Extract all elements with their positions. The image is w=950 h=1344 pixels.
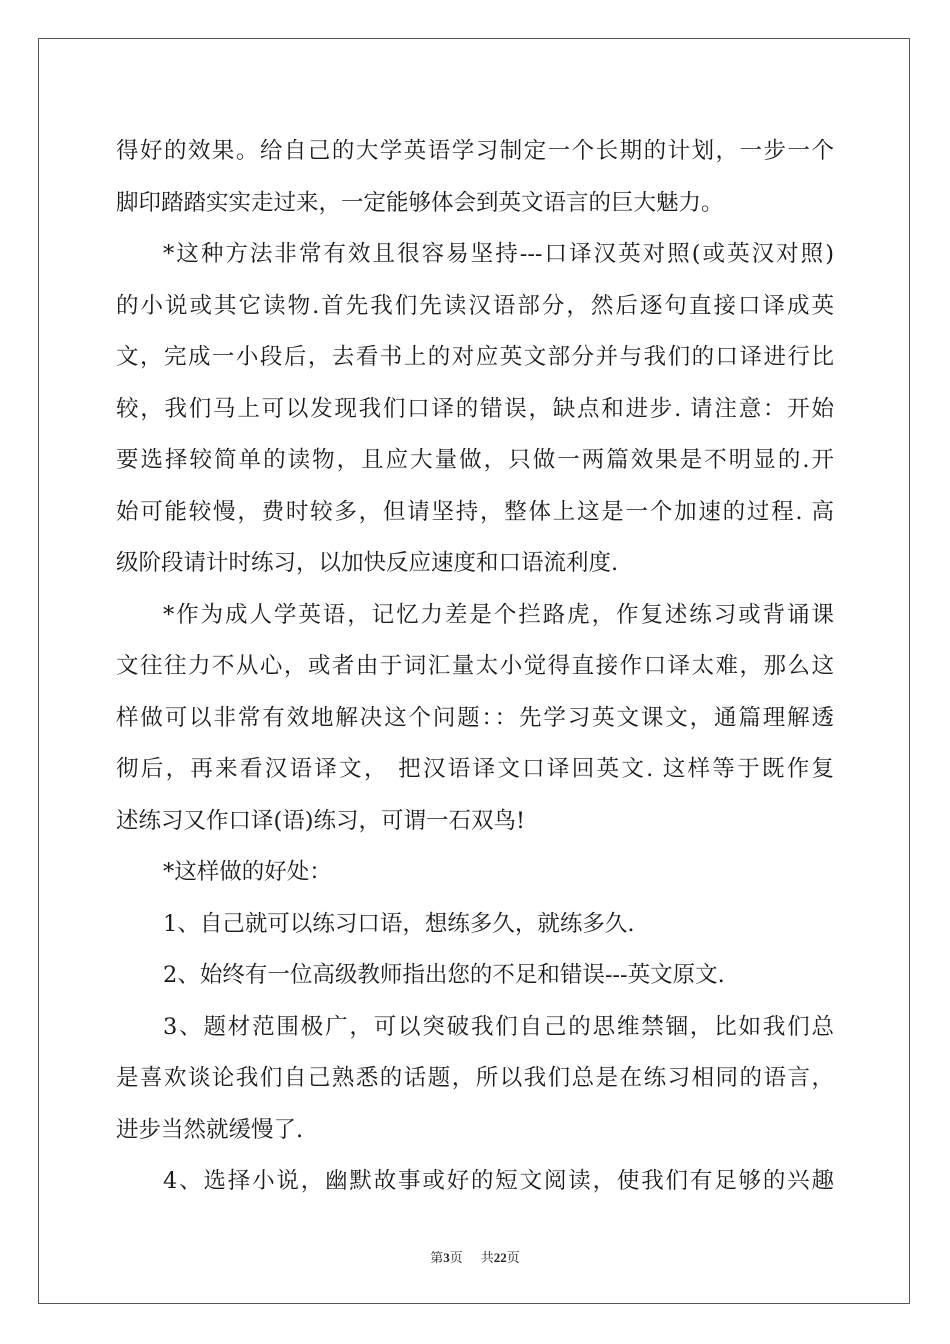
document-body — [116, 126, 834, 1208]
list-item-line: 3、题材范围极广，可以突破我们自己的思维禁锢，比如我们总 — [163, 1013, 834, 1040]
current-page-number: 3 — [443, 1250, 450, 1265]
body-line: 述练习又作口译(语)练习，可谓一石双鸟! — [116, 807, 526, 834]
body-line: 彻后，再来看汉语译文， 把汉语译文口译回英文. 这样等于既作复 — [116, 756, 834, 782]
list-item-line: 1、自己就可以练习口语，想练多久，就练多久. — [163, 910, 635, 937]
body-line: 的小说或其它读物.首先我们先读汉语部分，然后逐句直接口译成英 — [116, 292, 834, 319]
total-pages-number: 22 — [493, 1250, 507, 1265]
body-line: 较，我们马上可以发现我们口译的错误，缺点和进步. 请注意：开始 — [116, 395, 834, 422]
footer-total-suffix: 页 — [506, 1250, 520, 1265]
body-line: 文往往力不从心，或者由于词汇量太小觉得直接作口译太难，那么这 — [116, 653, 834, 679]
footer-page-word: 页 — [449, 1250, 463, 1265]
footer-prefix: 第 — [430, 1250, 444, 1265]
body-line: 级阶段请计时练习，以加快反应速度和口语流利度. — [116, 550, 619, 576]
body-line: 进步当然就缓慢了. — [116, 1116, 304, 1143]
body-line: 脚印踏踏实实走过来，一定能够体会到英文语言的巨大魅力。 — [116, 189, 724, 216]
paragraph-start-line: *这种方法非常有效且很容易坚持---口译汉英对照(或英汉对照) — [163, 241, 834, 267]
body-line: 是喜欢谈论我们自己熟悉的话题，所以我们总是在练习相同的语言， — [116, 1065, 834, 1091]
body-line: 文，完成一小段后，去看书上的对应英文部分并与我们的口译进行比 — [116, 344, 834, 370]
body-line: 得好的效果。给自己的大学英语学习制定一个长期的计划，一步一个 — [116, 138, 834, 164]
body-line: 样做可以非常有效地解决这个问题：：先学习英文课文，通篇理解透 — [116, 704, 834, 731]
body-line: 要选择较简单的读物，且应大量做，只做一两篇效果是不明显的.开 — [116, 447, 834, 473]
list-item-line: 2、始终有一位高级教师指出您的不足和错误---英文原文. — [163, 962, 725, 988]
page-footer — [0, 1247, 950, 1266]
footer-total-prefix: 共 — [480, 1250, 494, 1265]
list-item-line: 4、选择小说，幽默故事或好的短文阅读，使我们有足够的兴趣 — [163, 1168, 834, 1194]
paragraph-start-line: *这样做的好处： — [163, 859, 332, 885]
paragraph-start-line: *作为成人学英语，记忆力差是个拦路虎，作复述练习或背诵课 — [163, 601, 834, 628]
body-line: 始可能较慢，费时较多，但请坚持，整体上这是一个加速的过程. 高 — [116, 498, 834, 525]
